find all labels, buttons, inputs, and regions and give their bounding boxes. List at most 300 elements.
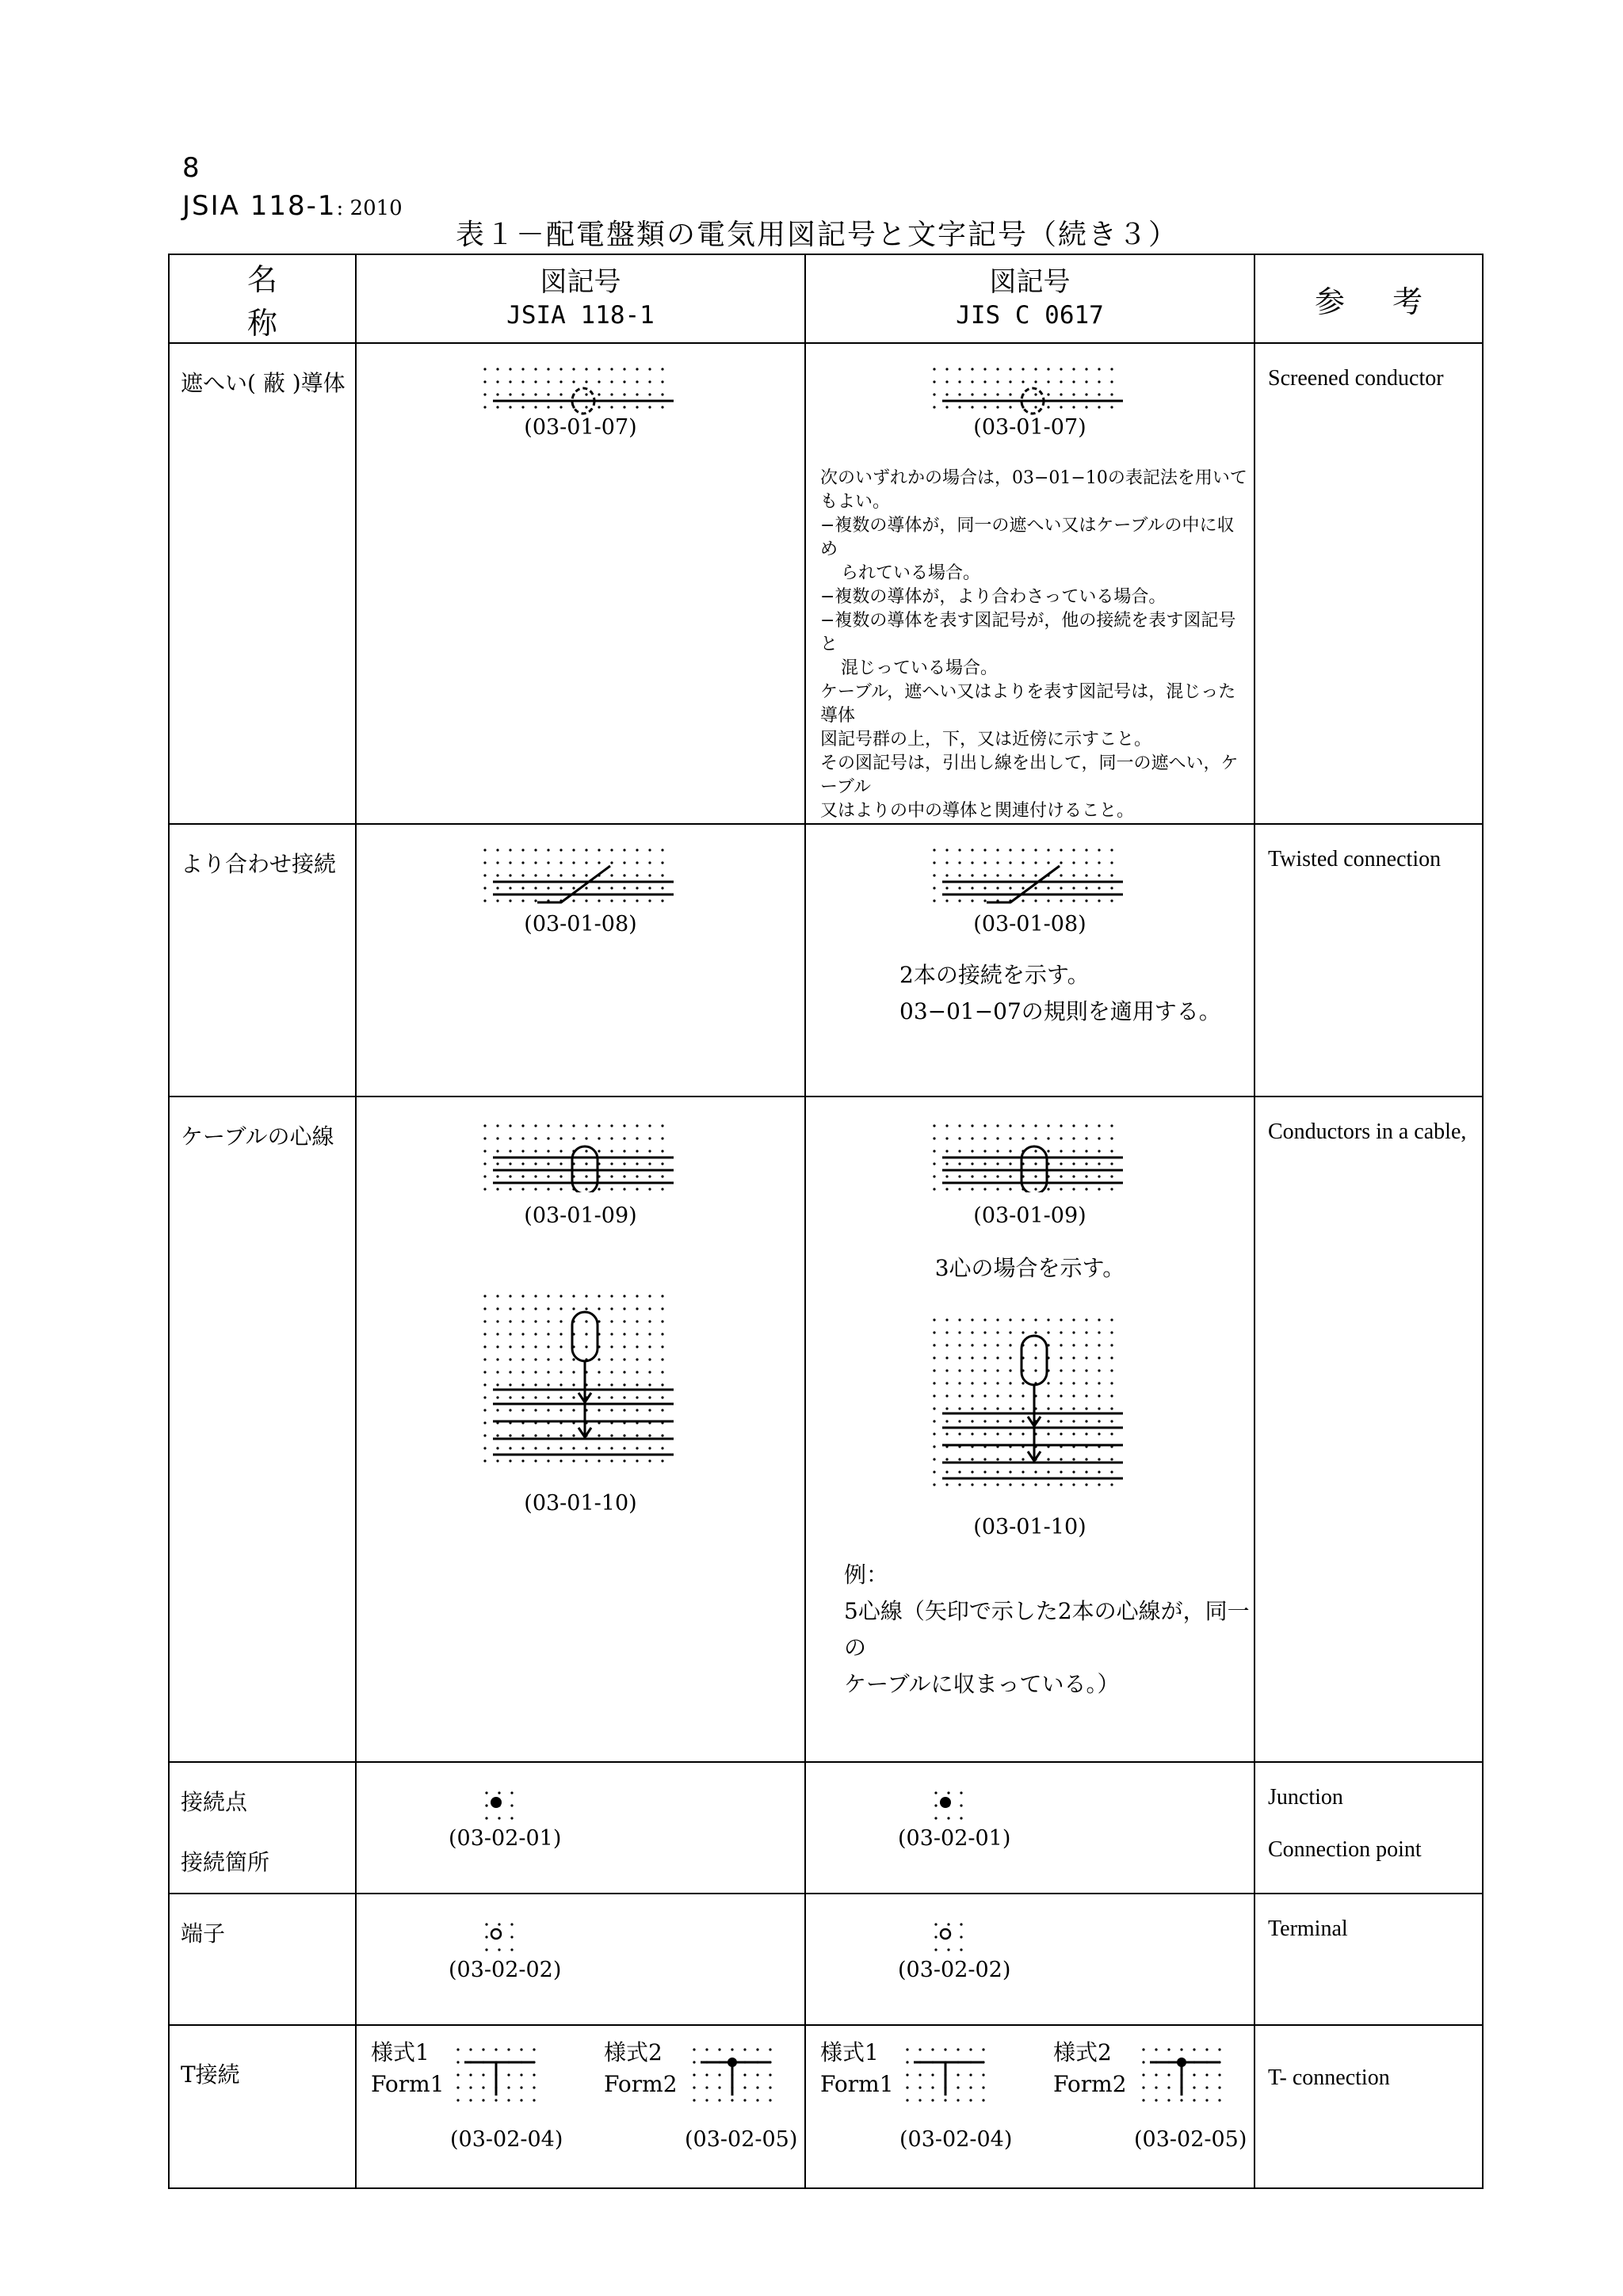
grid-dot bbox=[483, 861, 486, 864]
grid-dot bbox=[547, 1409, 549, 1411]
grid-dot bbox=[1034, 861, 1037, 864]
grid-dot bbox=[521, 1409, 524, 1411]
grid-dot bbox=[610, 1150, 613, 1152]
grid-dot bbox=[1022, 1420, 1024, 1422]
grid-dot bbox=[1193, 2073, 1195, 2076]
grid-dot bbox=[934, 1948, 937, 1951]
grid-dot bbox=[1047, 1318, 1049, 1321]
grid-dot bbox=[933, 406, 935, 408]
grid-dot bbox=[982, 2099, 984, 2101]
grid-dot bbox=[1098, 1318, 1100, 1321]
grid-dot bbox=[636, 1358, 638, 1360]
grid-dot bbox=[1180, 2048, 1182, 2050]
grid-dot bbox=[547, 849, 549, 851]
grid-dot bbox=[572, 380, 575, 383]
grid-dot bbox=[661, 874, 663, 876]
grid-dot bbox=[495, 2099, 497, 2101]
grid-dot bbox=[971, 1407, 973, 1409]
grid-dot bbox=[958, 380, 960, 383]
grid-dot bbox=[636, 1307, 638, 1310]
grid-dot bbox=[1085, 1318, 1087, 1321]
grid-dot bbox=[996, 1394, 999, 1397]
grid-dot bbox=[1034, 1124, 1037, 1127]
grid-dot bbox=[483, 874, 486, 876]
grid-dot bbox=[958, 849, 960, 851]
note-line: 5心線（矢印で示した2本の心線が，同一の bbox=[844, 1598, 1250, 1661]
grid-dot bbox=[509, 1459, 511, 1462]
grid-dot bbox=[648, 1447, 651, 1449]
grid-dot bbox=[1098, 1470, 1100, 1473]
grid-dot bbox=[971, 899, 973, 902]
grid-dot bbox=[598, 1459, 600, 1462]
grid-dot bbox=[983, 1150, 986, 1152]
grid-dot bbox=[969, 2099, 972, 2101]
grid-dot bbox=[521, 1333, 524, 1335]
twist-mark bbox=[537, 866, 610, 902]
grid-dot bbox=[585, 874, 587, 876]
grid-dot bbox=[509, 406, 511, 408]
grid-dot bbox=[1180, 2099, 1182, 2101]
grid-dot bbox=[521, 849, 524, 851]
grid-dot bbox=[1098, 1432, 1100, 1435]
grid-dot bbox=[648, 1409, 651, 1411]
grid-dot bbox=[1047, 1407, 1049, 1409]
grid-dot bbox=[958, 1318, 960, 1321]
grid-dot bbox=[1110, 1175, 1113, 1177]
grid-dot bbox=[534, 887, 537, 889]
grid-dot bbox=[983, 393, 986, 395]
grid-dot bbox=[945, 380, 948, 383]
grid-dot bbox=[636, 861, 638, 864]
grid-dot bbox=[483, 849, 486, 851]
grid-dot bbox=[1085, 1432, 1087, 1435]
grid-dot bbox=[534, 380, 537, 383]
grid-dot bbox=[933, 1420, 935, 1422]
grid-dot bbox=[1047, 1382, 1049, 1384]
grid-dot bbox=[1022, 368, 1024, 370]
grid-dot bbox=[559, 1188, 562, 1190]
grid-dot bbox=[585, 887, 587, 889]
grid-dot bbox=[521, 1295, 524, 1297]
grid-dot bbox=[521, 393, 524, 395]
grid-dot bbox=[983, 406, 986, 408]
grid-dot bbox=[1072, 1137, 1075, 1139]
grid-dot bbox=[648, 849, 651, 851]
grid-dot bbox=[1047, 1124, 1049, 1127]
grid-dot bbox=[933, 1344, 935, 1346]
grid-dot bbox=[559, 1333, 562, 1335]
grid-dot bbox=[1060, 1150, 1062, 1152]
grid-dot bbox=[585, 861, 587, 864]
grid-dot bbox=[648, 887, 651, 889]
form2-en: Form2 bbox=[604, 2071, 678, 2097]
grid-dot bbox=[983, 368, 986, 370]
grid-dot bbox=[496, 1371, 498, 1373]
twisted-connection-symbol bbox=[806, 825, 1255, 912]
symbol-table bbox=[168, 254, 1484, 2189]
grid-dot bbox=[1098, 1344, 1100, 1346]
grid-dot bbox=[520, 2073, 522, 2076]
grid-dot bbox=[456, 2073, 459, 2076]
grid-dot bbox=[933, 1445, 935, 1447]
grid-dot bbox=[1085, 1344, 1087, 1346]
grid-dot bbox=[1098, 393, 1100, 395]
grid-dot bbox=[521, 1124, 524, 1127]
grid-dot bbox=[623, 1345, 625, 1348]
grid-dot bbox=[623, 1409, 625, 1411]
grid-dot bbox=[1060, 1318, 1062, 1321]
grid-dot bbox=[971, 1394, 973, 1397]
grid-dot bbox=[996, 1470, 999, 1473]
grid-dot bbox=[496, 1345, 498, 1348]
grid-dot bbox=[610, 1320, 613, 1322]
grid-dot bbox=[1072, 406, 1075, 408]
grid-dot bbox=[547, 1307, 549, 1310]
grid-dot bbox=[945, 1331, 948, 1333]
grid-dot bbox=[1085, 380, 1087, 383]
grid-dot bbox=[1205, 2048, 1208, 2050]
grid-dot bbox=[521, 1150, 524, 1152]
grid-dot bbox=[521, 1320, 524, 1322]
grid-dot bbox=[661, 380, 663, 383]
grid-dot bbox=[598, 1295, 600, 1297]
grid-dot bbox=[1034, 406, 1037, 408]
grid-dot bbox=[971, 1369, 973, 1371]
t-connection-form2-symbol bbox=[688, 2039, 791, 2110]
grid-dot bbox=[983, 849, 986, 851]
grid-dot bbox=[509, 1295, 511, 1297]
grid-dot bbox=[623, 1175, 625, 1177]
grid-dot bbox=[610, 1358, 613, 1360]
grid-dot bbox=[661, 1295, 663, 1297]
grid-dot bbox=[610, 1307, 613, 1310]
grid-dot bbox=[958, 1407, 960, 1409]
grid-dot bbox=[1167, 2099, 1170, 2101]
note-line: −複数の導体が，より合わさっている場合。 bbox=[820, 587, 1167, 607]
row-name bbox=[169, 1894, 356, 2025]
grid-dot bbox=[718, 2048, 720, 2050]
grid-dot bbox=[483, 1295, 486, 1297]
grid-dot bbox=[1098, 887, 1100, 889]
grid-dot bbox=[960, 1791, 962, 1794]
jis-note bbox=[806, 957, 1254, 1030]
grid-dot bbox=[756, 2099, 758, 2101]
grid-dot bbox=[498, 1817, 500, 1819]
cable-3core-symbol bbox=[806, 1097, 1255, 1192]
grid-dot bbox=[636, 1434, 638, 1436]
grid-dot bbox=[636, 1447, 638, 1449]
grid-dot bbox=[572, 1358, 575, 1360]
grid-dot bbox=[1009, 368, 1011, 370]
grid-dot bbox=[534, 1162, 537, 1165]
grid-dot bbox=[1085, 1382, 1087, 1384]
t-connection-form1-symbol bbox=[901, 2039, 1004, 2110]
grid-dot bbox=[971, 406, 973, 408]
grid-dot bbox=[1142, 2048, 1144, 2050]
grid-dot bbox=[623, 1447, 625, 1449]
grid-dot bbox=[718, 2073, 720, 2076]
grid-dot bbox=[945, 1137, 948, 1139]
grid-dot bbox=[945, 887, 948, 889]
grid-dot bbox=[933, 1331, 935, 1333]
grid-dot bbox=[661, 1358, 663, 1360]
grid-dot bbox=[598, 1124, 600, 1127]
junction-dot bbox=[940, 1797, 951, 1808]
grid-dot bbox=[469, 2086, 472, 2088]
grid-dot bbox=[983, 1318, 986, 1321]
grid-dot bbox=[521, 368, 524, 370]
grid-dot bbox=[483, 1150, 486, 1152]
grid-dot bbox=[648, 406, 651, 408]
grid-dot bbox=[521, 1383, 524, 1386]
junction-dot bbox=[1177, 2058, 1186, 2067]
grid-dot bbox=[1142, 2099, 1144, 2101]
grid-dot bbox=[945, 1188, 948, 1190]
grid-dot bbox=[661, 1371, 663, 1373]
grid-dot bbox=[1098, 1458, 1100, 1460]
grid-dot bbox=[945, 393, 948, 395]
grid-dot bbox=[933, 1356, 935, 1359]
grid-dot bbox=[1022, 1394, 1024, 1397]
grid-dot bbox=[957, 2048, 959, 2050]
grid-dot bbox=[957, 2086, 959, 2088]
grid-dot bbox=[623, 406, 625, 408]
twisted-connection-symbol bbox=[357, 825, 806, 912]
grid-dot bbox=[1034, 380, 1037, 383]
grid-dot bbox=[1072, 1318, 1075, 1321]
grid-dot bbox=[982, 2086, 984, 2088]
grid-dot bbox=[971, 1432, 973, 1435]
grid-dot bbox=[1009, 393, 1011, 395]
grid-dot bbox=[1098, 380, 1100, 383]
ref-text: Screened conductor bbox=[1268, 366, 1444, 391]
grid-dot bbox=[958, 1344, 960, 1346]
note-line: 03−01−07の規則を適用する。 bbox=[899, 998, 1221, 1024]
grid-dot bbox=[636, 368, 638, 370]
form1-label bbox=[820, 2037, 894, 2100]
grid-dot bbox=[1072, 861, 1075, 864]
grid-dot bbox=[483, 368, 486, 370]
grid-dot bbox=[496, 1459, 498, 1462]
grid-dot bbox=[1009, 849, 1011, 851]
grid-dot bbox=[547, 1162, 549, 1165]
grid-dot bbox=[969, 2073, 972, 2076]
grid-dot bbox=[945, 861, 948, 864]
grid-dot bbox=[509, 1434, 511, 1436]
grid-dot bbox=[756, 2073, 758, 2076]
grid-dot bbox=[598, 1383, 600, 1386]
grid-dot bbox=[933, 1162, 935, 1165]
grid-dot bbox=[1110, 1420, 1113, 1422]
grid-dot bbox=[509, 874, 511, 876]
grid-dot bbox=[495, 2048, 497, 2050]
grid-dot bbox=[1110, 1369, 1113, 1371]
grid-dot bbox=[1022, 1432, 1024, 1435]
grid-dot bbox=[507, 2073, 510, 2076]
grid-dot bbox=[945, 1124, 948, 1127]
grid-dot bbox=[1072, 899, 1075, 902]
grid-dot bbox=[636, 1383, 638, 1386]
grid-dot bbox=[705, 2073, 708, 2076]
grid-dot bbox=[1009, 1331, 1011, 1333]
jsia-symbol-cell bbox=[356, 1762, 805, 1894]
grid-dot bbox=[521, 1137, 524, 1139]
grid-dot bbox=[509, 368, 511, 370]
grid-dot bbox=[572, 1307, 575, 1310]
grid-dot bbox=[1047, 1420, 1049, 1422]
grid-dot bbox=[958, 368, 960, 370]
grid-dot bbox=[521, 1434, 524, 1436]
grid-dot bbox=[610, 1383, 613, 1386]
grid-dot bbox=[983, 1356, 986, 1359]
grid-dot bbox=[496, 393, 498, 395]
grid-dot bbox=[623, 1295, 625, 1297]
grid-dot bbox=[1060, 1458, 1062, 1460]
grid-dot bbox=[934, 1923, 937, 1925]
grid-dot bbox=[636, 1162, 638, 1165]
grid-dot bbox=[1009, 1470, 1011, 1473]
grid-dot bbox=[1009, 1356, 1011, 1359]
grid-dot bbox=[547, 874, 549, 876]
grid-dot bbox=[509, 393, 511, 395]
grid-dot bbox=[585, 1307, 587, 1310]
grid-dot bbox=[533, 2099, 535, 2101]
grid-dot bbox=[1034, 1318, 1037, 1321]
grid-dot bbox=[509, 899, 511, 902]
grid-dot bbox=[623, 1358, 625, 1360]
grid-dot bbox=[934, 1804, 937, 1806]
grid-dot bbox=[971, 1356, 973, 1359]
grid-dot bbox=[521, 1175, 524, 1177]
grid-dot bbox=[648, 1320, 651, 1322]
row-name-text: T接続 bbox=[181, 2061, 240, 2088]
grid-dot bbox=[483, 899, 486, 902]
grid-dot bbox=[971, 1382, 973, 1384]
grid-dot bbox=[521, 1371, 524, 1373]
grid-dot bbox=[610, 1137, 613, 1139]
grid-dot bbox=[496, 368, 498, 370]
grid-dot bbox=[1110, 1188, 1113, 1190]
grid-dot bbox=[1072, 849, 1075, 851]
grid-dot bbox=[1193, 2099, 1195, 2101]
grid-dot bbox=[718, 2099, 720, 2101]
grid-dot bbox=[996, 1137, 999, 1139]
grid-dot bbox=[496, 849, 498, 851]
symbol-code: (03-02-01) bbox=[449, 1826, 562, 1851]
grid-dot bbox=[906, 2061, 908, 2063]
grid-dot bbox=[756, 2048, 758, 2050]
grid-dot bbox=[496, 406, 498, 408]
header-name: 名称 bbox=[169, 254, 356, 343]
grid-dot bbox=[947, 1948, 949, 1951]
grid-dot bbox=[648, 874, 651, 876]
grid-dot bbox=[983, 1188, 986, 1190]
grid-dot bbox=[1034, 874, 1037, 876]
twist-mark bbox=[987, 866, 1060, 902]
header-jsia-line2: JSIA 118-1 bbox=[506, 301, 655, 330]
symbol-code: (03-01-07) bbox=[973, 415, 1086, 440]
terminal-circle bbox=[941, 1929, 950, 1939]
grid-dot bbox=[483, 1371, 486, 1373]
table-row bbox=[169, 1762, 1483, 1894]
ref-cell bbox=[1254, 2025, 1483, 2188]
grid-dot bbox=[521, 380, 524, 383]
grid-dot bbox=[598, 861, 600, 864]
symbol-code: (03-01-10) bbox=[524, 1491, 637, 1516]
grid-dot bbox=[572, 1409, 575, 1411]
grid-dot bbox=[661, 861, 663, 864]
grid-dot bbox=[610, 380, 613, 383]
grid-dot bbox=[623, 849, 625, 851]
grid-dot bbox=[534, 1175, 537, 1177]
grid-dot bbox=[521, 1447, 524, 1449]
jis-symbol-cell bbox=[805, 1097, 1254, 1762]
grid-dot bbox=[1034, 1470, 1037, 1473]
grid-dot bbox=[559, 1124, 562, 1127]
grid-dot bbox=[982, 2073, 984, 2076]
grid-dot bbox=[1085, 1331, 1087, 1333]
grid-dot bbox=[1009, 1420, 1011, 1422]
grid-dot bbox=[559, 380, 562, 383]
grid-dot bbox=[610, 1371, 613, 1373]
symbol-code: (03-01-08) bbox=[973, 912, 1086, 936]
grid-dot bbox=[1098, 1407, 1100, 1409]
grid-dot bbox=[705, 2099, 708, 2101]
standard-name: JSIA 118-1 bbox=[182, 190, 337, 222]
grid-dot bbox=[547, 1358, 549, 1360]
grid-dot bbox=[547, 1396, 549, 1398]
header-jis-line1: 図記号 bbox=[989, 266, 1071, 298]
grid-dot bbox=[496, 1307, 498, 1310]
grid-dot bbox=[1009, 1432, 1011, 1435]
grid-dot bbox=[661, 1396, 663, 1398]
grid-dot bbox=[958, 1150, 960, 1152]
grid-dot bbox=[996, 1432, 999, 1435]
grid-dot bbox=[1072, 1188, 1075, 1190]
form2-label bbox=[1053, 2037, 1127, 2100]
grid-dot bbox=[1047, 1137, 1049, 1139]
grid-dot bbox=[585, 849, 587, 851]
grid-dot bbox=[693, 2099, 695, 2101]
grid-dot bbox=[1022, 380, 1024, 383]
grid-dot bbox=[572, 874, 575, 876]
grid-dot bbox=[945, 1175, 948, 1177]
grid-dot bbox=[1110, 1382, 1113, 1384]
grid-dot bbox=[521, 887, 524, 889]
grid-dot bbox=[918, 2073, 921, 2076]
grid-dot bbox=[598, 1447, 600, 1449]
grid-dot bbox=[509, 1358, 511, 1360]
grid-dot bbox=[1047, 899, 1049, 902]
grid-dot bbox=[534, 1345, 537, 1348]
grid-dot bbox=[1072, 1394, 1075, 1397]
grid-dot bbox=[983, 1458, 986, 1460]
grid-dot bbox=[1110, 887, 1113, 889]
grid-dot bbox=[1205, 2073, 1208, 2076]
grid-dot bbox=[1110, 1356, 1113, 1359]
row-name-text: より合わせ接続 bbox=[181, 851, 337, 877]
grid-dot bbox=[483, 1345, 486, 1348]
grid-dot bbox=[969, 2048, 972, 2050]
header-ref: 参考 bbox=[1254, 254, 1483, 343]
grid-dot bbox=[598, 899, 600, 902]
grid-dot bbox=[1060, 1137, 1062, 1139]
grid-dot bbox=[1034, 849, 1037, 851]
grid-dot bbox=[934, 1791, 937, 1794]
grid-dot bbox=[559, 368, 562, 370]
grid-dot bbox=[1218, 2073, 1220, 2076]
grid-dot bbox=[1110, 1137, 1113, 1139]
